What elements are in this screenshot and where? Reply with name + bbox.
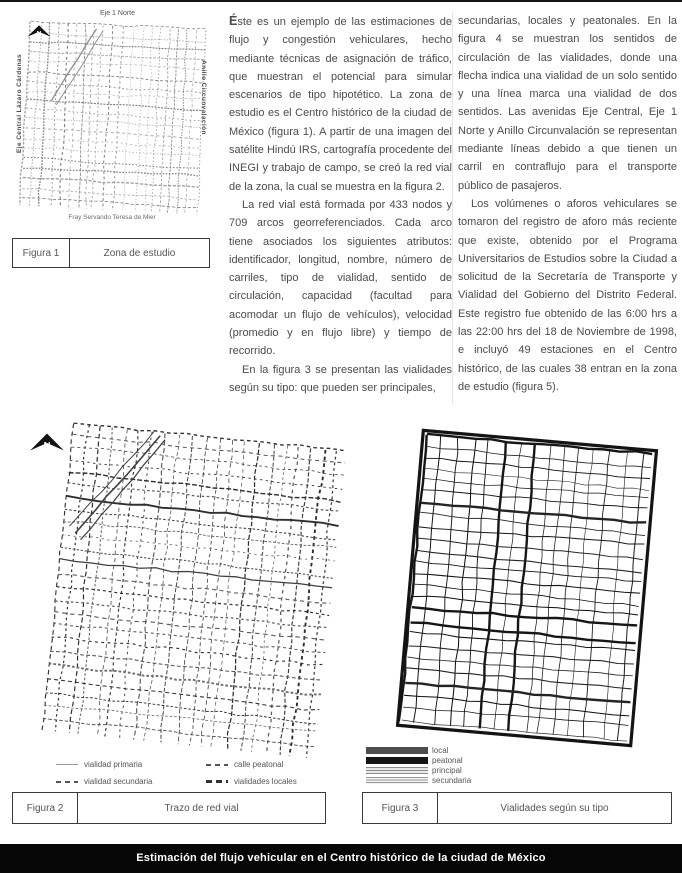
text-column-2 — [458, 12, 677, 396]
legend-item — [56, 777, 206, 786]
legend-label: secundaria — [432, 776, 472, 785]
top-divider — [0, 0, 682, 2]
road-types-map — [402, 432, 652, 744]
line-swatch — [206, 764, 228, 766]
figure1-caption-tag: Figura 1 — [13, 239, 70, 267]
map-label-eje-central: Eje Central Lázaro Cárdenas — [16, 54, 23, 153]
map-label-fray-servando: Fray Servando Teresa de Mier — [68, 214, 156, 221]
legend-label: vialidad primaria — [84, 760, 143, 769]
line-swatch — [56, 781, 78, 783]
drop-cap: É — [229, 14, 238, 28]
legend-item — [56, 760, 206, 769]
figure3-caption — [362, 792, 672, 824]
text-column-1 — [229, 12, 452, 397]
svg-text:N: N — [43, 440, 51, 452]
column-divider — [452, 12, 453, 404]
legend-item — [366, 766, 471, 775]
figure-2 — [10, 424, 340, 828]
legend-label: local — [432, 746, 449, 755]
svg-text:N: N — [36, 30, 42, 38]
paragraph-1 — [229, 12, 452, 196]
map-label-eje-1-norte: Eje 1 Norte — [100, 10, 136, 17]
road-network-map — [48, 428, 340, 754]
legend-label: vialidad secundaria — [84, 777, 153, 786]
legend-label: principal — [432, 766, 462, 775]
legend-item — [366, 756, 471, 765]
bar-swatch — [366, 767, 428, 774]
paragraph-2: La red vial está formada por 433 nodos y 709 arcos georreferenciados. Cada arco tiene asociados los siguientes atributos: identificador, longitud, nombre, número de carriles, tipo de vialidad, sentido de circulación, capacidad (facultad para acomodar un flujo de vehículos), velocidad (promedio y en flujo libre) y tiempo de recorrido. — [229, 198, 452, 358]
paragraph-1-text: ste es un ejemplo de las estimaciones de flujo y congestión vehiculares, hecho mediante técnicas de asignación de tráfico, que muestran el potencial para simular escenarios de tipo hipotético. La zona de estudio es el Centro histórico de la ciudad de México (figura 1). A partir de una imagen del satélite Hindú IRS, cartografía procedente del INEGI y trabajo de campo, se creó la red vial de la zona, la cual se muestra en la figura 2. — [229, 16, 452, 193]
study-zone-map — [20, 20, 208, 216]
legend-item — [206, 777, 297, 786]
figure1-caption-title: Zona de estudio — [103, 247, 176, 259]
figure2-legend — [56, 760, 297, 786]
legend-label: peatonal — [432, 756, 463, 765]
paragraph-3: En la figura 3 se presentan las vialidades según su tipo: que pueden ser principales, — [229, 363, 452, 394]
legend-label: vialidades locales — [234, 777, 297, 786]
line-swatch — [206, 780, 228, 783]
figure2-caption-tag: Figura 2 — [13, 793, 78, 823]
figure3-caption-tag: Figura 3 — [363, 793, 438, 823]
line-swatch — [56, 764, 78, 765]
paragraph-4: secundarias, locales y peatonales. En la figura 4 se muestran los sentidos de circulación de las vialidades, donde una flecha indica una vialidad de un solo sentido y una línea marca una vialidad de dos sentidos. Las avenidas Eje Central, Eje 1 Norte y Anillo Circunvalación se representan mediante líneas debido a que tienen un carril en contraflujo para el transporte público de pasajeros. — [458, 15, 677, 192]
bar-swatch — [366, 777, 428, 784]
legend-item — [206, 760, 297, 769]
bar-swatch — [366, 747, 428, 754]
figure2-caption — [12, 792, 326, 824]
bar-swatch — [366, 757, 428, 764]
figure2-caption-title: Trazo de red vial — [164, 802, 239, 814]
page-footer-title: Estimación del flujo vehicular en el Centro histórico de la ciudad de México — [0, 844, 682, 873]
figure-3 — [352, 424, 672, 828]
figure1-caption — [12, 238, 210, 268]
north-arrow-icon — [26, 24, 52, 38]
legend-item — [366, 776, 471, 785]
figure3-legend — [366, 746, 471, 786]
figure3-caption-title: Vialidades según su tipo — [500, 802, 609, 814]
map-label-anillo-circunvalacion: Anillo Circunvalación — [200, 60, 207, 135]
paragraph-5: Los volúmenes o aforos vehiculares se tomaron del registro de aforo más reciente que existe, obtenido por el Programa Universitarios de Estudios sobre la Ciudad a solicitud de la Secretaría de Transporte y Vialidad del Gobierno del Distrito Federal. Este registro fue obtenido de las 6:00 hrs a las 22:00 hrs del 18 de Noviembre de 1998, e incluyó 49 estaciones en el Centro histórico, de las cuales 38 entran en la zona de estudio (figura 5). — [458, 197, 677, 393]
legend-label: calle peatonal — [234, 760, 284, 769]
legend-item — [366, 746, 471, 755]
figure-1 — [12, 8, 212, 270]
